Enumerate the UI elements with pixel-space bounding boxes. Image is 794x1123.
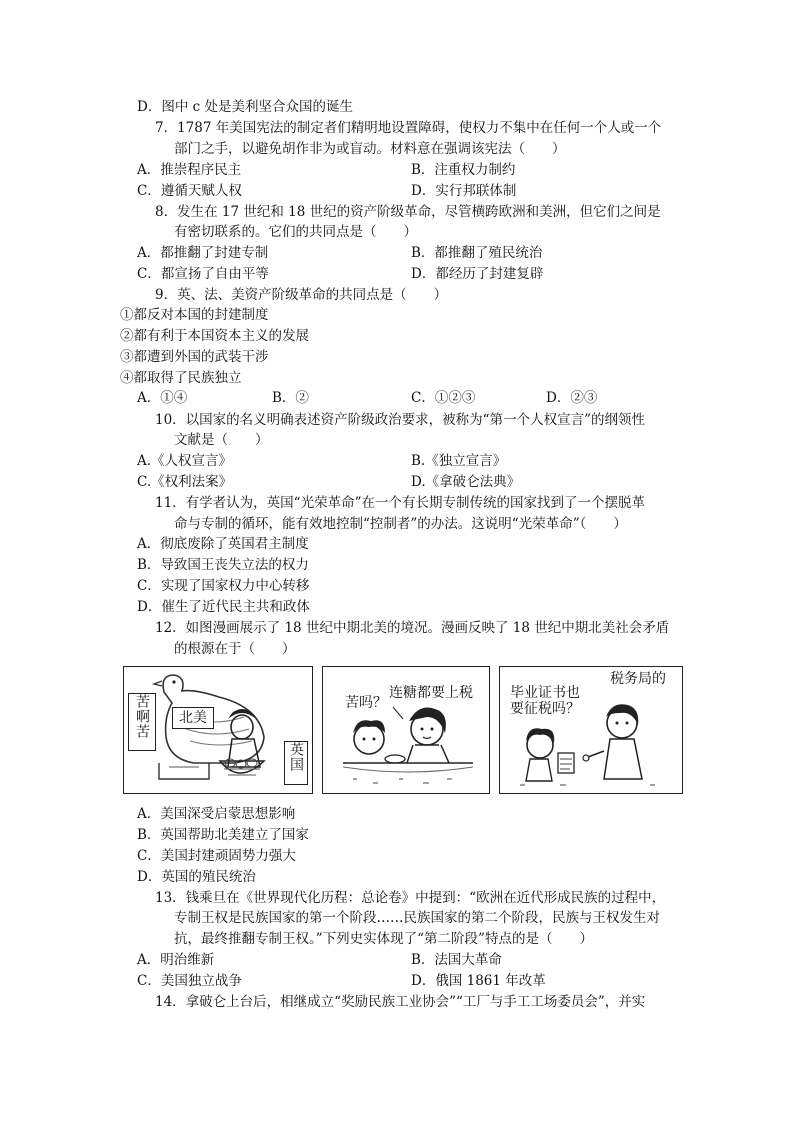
q7-option-c: C．遵循天赋人权: [137, 183, 242, 199]
q11-option-a: A．彻底废除了英国君主制度: [137, 536, 309, 552]
q8-option-c: C．都宣扬了自由平等: [137, 266, 269, 282]
q14-stem-line1: 14．拿破仑上台后，相继成立“奖励民族工业协会”“工厂与手工工场委员会”，并实: [155, 994, 646, 1010]
q11-stem-line1: 11．有学者认为，英国“光荣革命”在一个有长期专制传统的国家找到了一个摆脱革: [155, 495, 645, 511]
q7-option-b: B．注重权力制约: [411, 162, 516, 178]
q11-option-c: C．实现了国家权力中心转移: [137, 578, 310, 594]
north-america-label: 北美: [179, 710, 207, 726]
q9-option-b: B．②: [272, 390, 309, 406]
q8-option-d: D．都经历了封建复辟: [411, 266, 544, 282]
q13-option-b: B．法国大革命: [411, 952, 502, 968]
q6-option-d: D．图中 c 处是美利坚合众国的诞生: [137, 99, 353, 115]
britain-label-box: [284, 741, 308, 785]
q12-stem-line2: 的根源在于（ ）: [174, 641, 296, 657]
tax-bureau-caption: 税务局的: [610, 671, 666, 687]
certificate-caption-line1: 毕业证书也: [510, 685, 580, 701]
q9-statement-2: ②都有利于本国资本主义的发展: [120, 328, 309, 344]
q9-statement-4: ④都取得了民族独立: [120, 370, 242, 386]
q12-option-c: C．美国封建顽固势力强大: [137, 848, 296, 864]
q9-option-d: D．②③: [546, 390, 598, 406]
q8-option-a: A．都推翻了封建专制: [137, 245, 269, 261]
cartoon-panel-1: [123, 666, 313, 794]
q8-option-b: B．都推翻了殖民统治: [411, 245, 543, 261]
q10-stem-line2: 文献是（ ）: [174, 432, 269, 448]
q10-stem-line1: 10．以国家的名义明确表述资产阶级政治要求，被称为“第一个人权宣言”的纲领性: [155, 412, 645, 428]
q13-option-c: C．美国独立战争: [137, 973, 242, 989]
q12-option-d: D．英国的殖民统治: [137, 869, 256, 885]
q7-option-a: A．推崇程序民主: [137, 162, 242, 178]
q12-option-a: A．美国深受启蒙思想影响: [137, 806, 296, 822]
q11-option-d: D．催生了近代民主共和政体: [137, 599, 310, 615]
bitter-label: 苦啊苦: [134, 694, 150, 739]
q7-stem-line1: 7．1787 年美国宪法的制定者们精明地设置障碍，使权力不集中在任何一个人或一个: [155, 120, 662, 136]
q13-stem-line2: 专制王权是民族国家的第一个阶段……民族国家的第二个阶段，民族与王权发生对: [174, 910, 660, 926]
q12-stem-line1: 12．如图漫画展示了 18 世纪中期北美的境况。漫画反映了 18 世纪中期北美社会矛盾: [155, 620, 670, 636]
q13-stem-line1: 13．钱乘旦在《世界现代化历程：总论卷》中提到：“欧洲在近代形成民族的过程中，: [155, 890, 666, 906]
north-america-label-box: [172, 707, 214, 729]
q9-stem: 9．英、法、美资产阶级革命的共同点是（ ）: [155, 287, 448, 303]
q10-option-b: B.《独立宣言》: [411, 453, 507, 469]
q12-option-b: B．英国帮助北美建立了国家: [137, 827, 309, 843]
britain-label: 英国: [288, 742, 304, 772]
q10-option-d: D.《拿破仑法典》: [411, 474, 521, 490]
cartoon-panel-3: [499, 666, 683, 794]
sugar-tax-caption: 连糖都要上税: [389, 685, 473, 701]
q7-stem-line2: 部门之手，以避免胡作非为或盲动。材料意在强调该宪法（ ）: [174, 141, 566, 157]
q11-stem-line2: 命与专制的循环，能有效地控制“控制者”的办法。这说明“光荣革命”（ ）: [174, 516, 627, 532]
q8-stem-line1: 8．发生在 17 世纪和 18 世纪的资产阶级革命，尽管横跨欧洲和美洲，但它们之间是: [155, 204, 661, 220]
q11-option-b: B．导致国王丧失立法的权力: [137, 557, 309, 573]
is-it-bitter-caption: 苦吗？: [345, 695, 387, 711]
q13-option-a: A．明治维新: [137, 952, 215, 968]
cartoon-panel-2: [322, 666, 490, 794]
q13-stem-line3: 抗，最终推翻专制王权。”下列史实体现了“第二阶段”特点的是（ ）: [174, 931, 593, 947]
q9-statement-1: ①都反对本国的封建制度: [120, 307, 269, 323]
q9-option-a: A．①④: [137, 390, 188, 406]
q8-stem-line2: 有密切联系的。它们的共同点是（ ）: [174, 224, 417, 240]
q9-statement-3: ③都遭到外国的武装干涉: [120, 349, 269, 365]
q9-option-c: C．①②③: [411, 390, 476, 406]
q7-option-d: D．实行邦联体制: [411, 183, 517, 199]
q13-option-d: D．俄国 1861 年改革: [411, 973, 546, 989]
certificate-caption-line2: 要征税吗？: [510, 701, 580, 717]
bitter-label-box: [128, 693, 156, 751]
q10-option-c: C.《权利法案》: [137, 474, 233, 490]
q10-option-a: A.《人权宣言》: [137, 453, 233, 469]
